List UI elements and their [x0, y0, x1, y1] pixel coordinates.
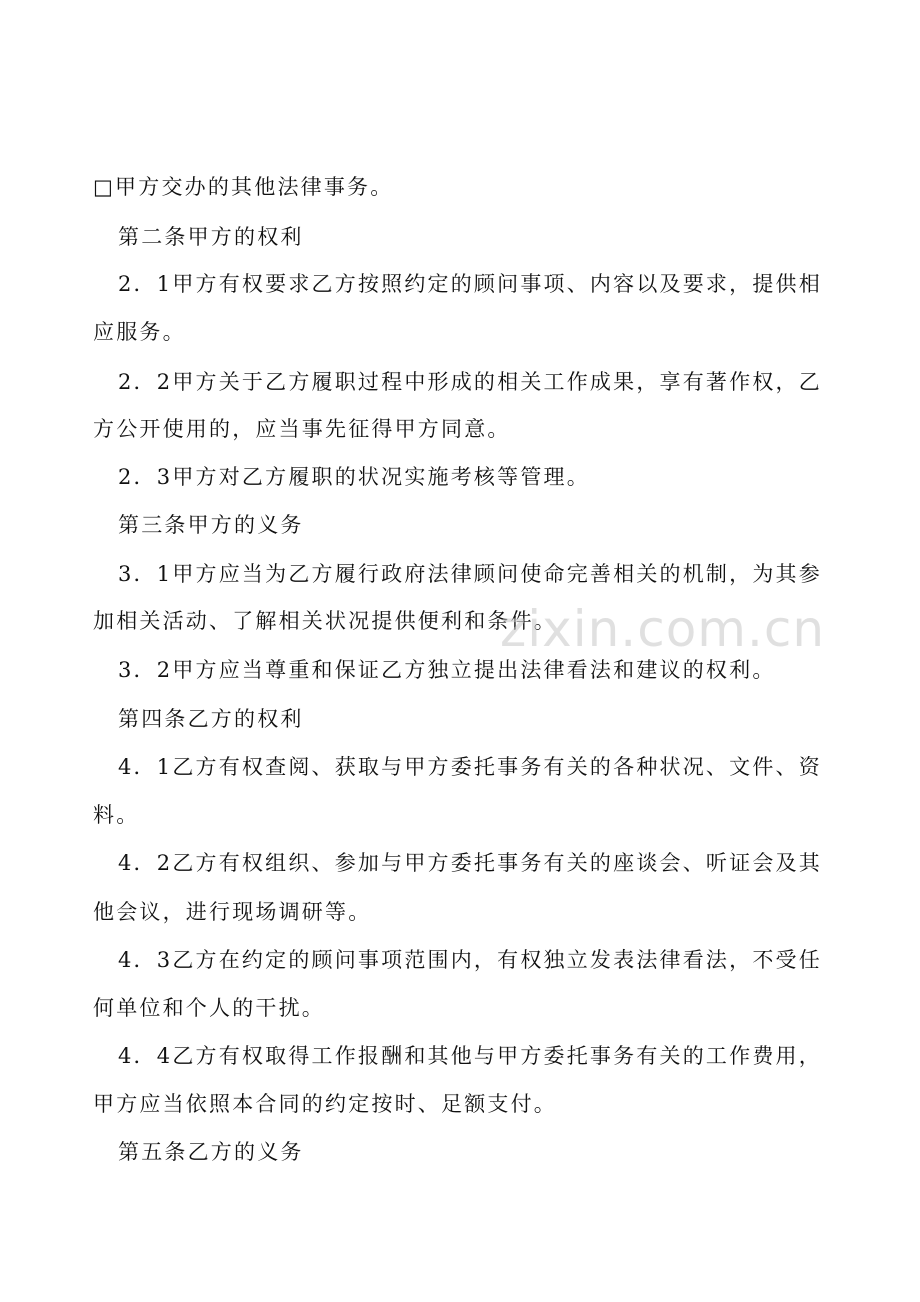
clause-4-1-line-1: 4．1乙方有权查阅、获取与甲方委托事务有关的各种状况、文件、资: [118, 755, 822, 779]
clause-3-1-line-1: 3．1甲方应当为乙方履行政府法律顾问使命完善相关的机制，为其参: [118, 562, 822, 586]
clause-4-2-line-1: 4．2乙方有权组织、参加与甲方委托事务有关的座谈会、听证会及其: [118, 851, 822, 875]
clause-2-1-line-2: 应服务。: [93, 320, 186, 344]
clause-2-2-line-2: 方公开使用的，应当事先征得甲方同意。: [93, 417, 511, 441]
clause-4-4-line-2: 甲方应当依照本合同的约定按时、足额支付。: [93, 1092, 557, 1116]
heading-article-2: 第二条甲方的权利: [118, 225, 304, 249]
item-other-legal-affairs: □甲方交办的其他法律事务。: [93, 175, 394, 199]
clause-4-4-line-1: 4．4乙方有权取得工作报酬和其他与甲方委托事务有关的工作费用，: [118, 1044, 822, 1068]
clause-4-3-line-2: 何单位和个人的干扰。: [93, 996, 325, 1020]
heading-article-5: 第五条乙方的义务: [118, 1140, 304, 1164]
clause-4-1-line-2: 料。: [93, 803, 140, 827]
clause-2-3: 2．3甲方对乙方履职的状况实施考核等管理。: [118, 465, 590, 489]
heading-article-3: 第三条甲方的义务: [118, 513, 304, 537]
watermark: zixin.com.cn: [500, 600, 826, 658]
clause-3-2: 3．2甲方应当尊重和保证乙方独立提出法律看法和建议的权利。: [118, 658, 776, 682]
clause-4-3-line-1: 4．3乙方在约定的顾问事项范围内，有权独立发表法律看法，不受任: [118, 948, 822, 972]
clause-4-2-line-2: 他会议，进行现场调研等。: [93, 900, 372, 924]
clause-3-1-line-2: 加相关活动、了解相关状况提供便利和条件。: [93, 609, 557, 633]
clause-2-1-line-1: 2．1甲方有权要求乙方按照约定的顾问事项、内容以及要求，提供相: [118, 272, 822, 296]
clause-2-2-line-1: 2．2甲方关于乙方履职过程中形成的相关工作成果，享有著作权，乙: [118, 370, 822, 394]
heading-article-4: 第四条乙方的权利: [118, 707, 304, 731]
